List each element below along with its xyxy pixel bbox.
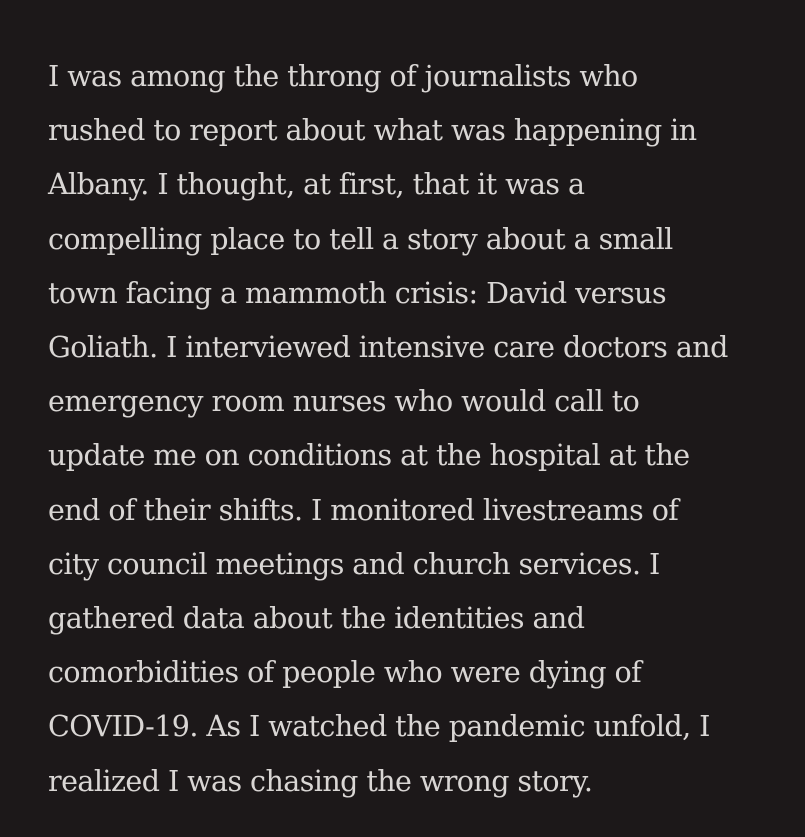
paragraph-line: end of their shifts. I monitored livestreams of	[48, 493, 679, 527]
paragraph-line: gathered data about the identities and	[48, 602, 585, 636]
paragraph-line: update me on conditions at the hospital at the	[48, 439, 690, 473]
paragraph-line: compelling place to tell a story about a small	[48, 222, 673, 256]
paragraph-line: Albany. I thought, at first, that it was a	[48, 168, 585, 202]
article-paragraph	[48, 50, 788, 809]
paragraph-line: rushed to report about what was happening in	[48, 114, 697, 148]
paragraph-line: COVID-19. As I watched the pandemic unfold, I	[48, 710, 710, 744]
paragraph-line: emergency room nurses who would call to	[48, 385, 640, 419]
paragraph-line: realized I was chasing the wrong story.	[48, 764, 593, 798]
paragraph-line: I was among the throng of journalists who	[48, 60, 638, 93]
paragraph-line: town facing a mammoth crisis: David versus	[48, 276, 667, 310]
paragraph-line: city council meetings and church services. I	[48, 547, 660, 581]
paragraph-line: comorbidities of people who were dying of	[48, 656, 642, 690]
paragraph-line: Goliath. I interviewed intensive care doctors and	[48, 331, 728, 365]
